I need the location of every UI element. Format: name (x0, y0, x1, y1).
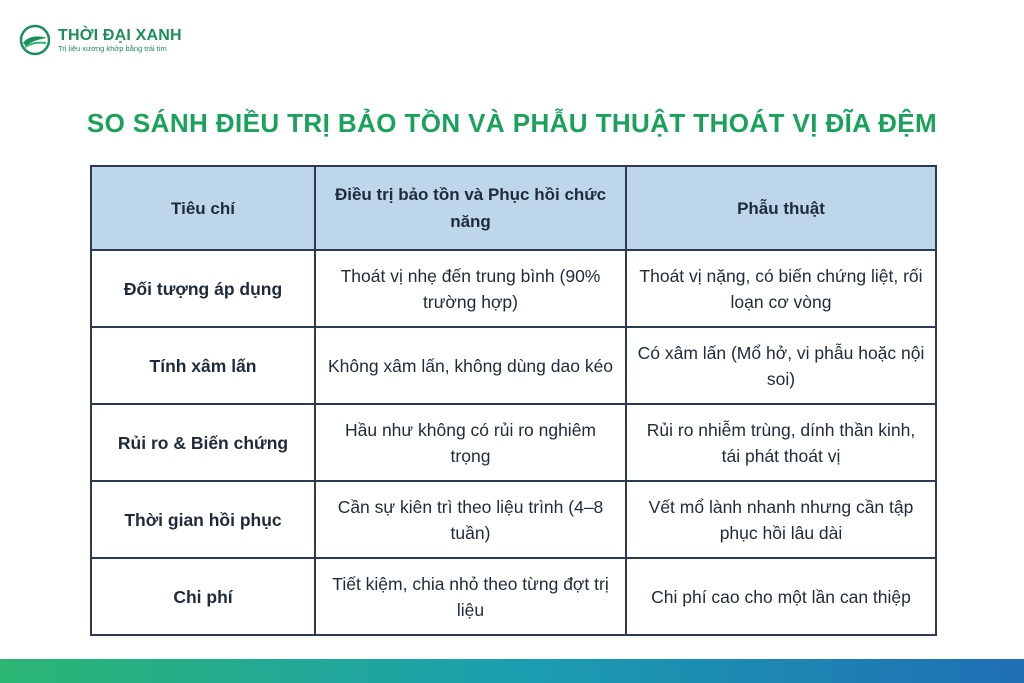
table-row (91, 250, 936, 327)
criteria-cell: Đối tượng áp dụng (91, 250, 315, 327)
surgery-cell: Có xâm lấn (Mổ hở, vi phẫu hoặc nội soi) (626, 327, 936, 404)
header-surgery: Phẫu thuật (626, 166, 936, 250)
conservative-cell: Cần sự kiên trì theo liệu trình (4–8 tuần) (315, 481, 626, 558)
surgery-cell: Chi phí cao cho một lần can thiệp (626, 558, 936, 635)
conservative-cell: Hầu như không có rủi ro nghiêm trọng (315, 404, 626, 481)
brand-tagline: Trị liệu xương khớp bằng trái tim (58, 43, 167, 53)
page-title: SO SÁNH ĐIỀU TRỊ BẢO TỒN VÀ PHẪU THUẬT THOÁT VỊ ĐĨA ĐỆM (86, 108, 938, 138)
footer-gradient-bar (0, 659, 1024, 683)
criteria-cell: Rủi ro & Biến chứng (91, 404, 315, 481)
leaf-wave-logo-icon (18, 24, 52, 56)
header-conservative: Điều trị bảo tồn và Phục hồi chức năng (315, 166, 626, 250)
table-header-row (91, 166, 936, 250)
comparison-table (90, 165, 937, 636)
brand-logo (18, 24, 182, 56)
table-row (91, 327, 936, 404)
table-row (91, 558, 936, 635)
conservative-cell: Thoát vị nhẹ đến trung bình (90% trường hợp) (315, 250, 626, 327)
brand-name: THỜI ĐẠI XANH (58, 26, 182, 44)
criteria-cell: Tính xâm lấn (91, 327, 315, 404)
criteria-cell: Chi phí (91, 558, 315, 635)
header-criteria: Tiêu chí (91, 166, 315, 250)
conservative-cell: Không xâm lấn, không dùng dao kéo (315, 327, 626, 404)
surgery-cell: Thoát vị nặng, có biến chứng liệt, rối loạn cơ vòng (626, 250, 936, 327)
criteria-cell: Thời gian hồi phục (91, 481, 315, 558)
surgery-cell: Rủi ro nhiễm trùng, dính thần kinh, tái phát thoát vị (626, 404, 936, 481)
surgery-cell: Vết mổ lành nhanh nhưng cần tập phục hồi lâu dài (626, 481, 936, 558)
conservative-cell: Tiết kiệm, chia nhỏ theo từng đợt trị liệu (315, 558, 626, 635)
table-row (91, 481, 936, 558)
table-row (91, 404, 936, 481)
